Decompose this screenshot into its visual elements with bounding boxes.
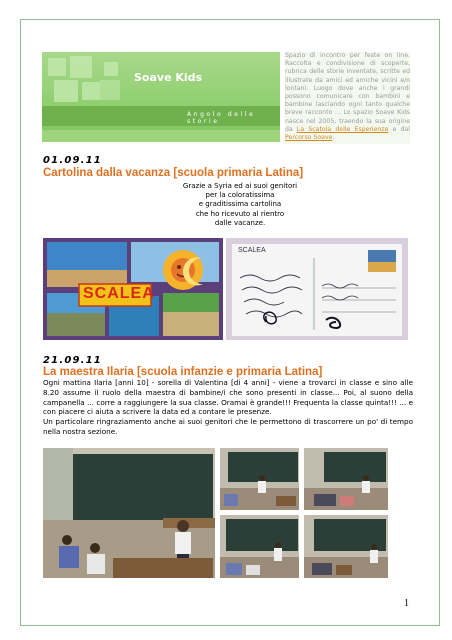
banner-title: Soave Kids: [134, 71, 203, 84]
postcard-stamp-word: SCALEA: [238, 247, 266, 254]
paragraph-2: Un particolare ringraziamento anche ai suoi genitori che le permettono di trascorrere un po' di tempo nella nostra sezione.: [43, 417, 413, 436]
soave-kids-banner: [42, 52, 280, 142]
entry-date: 01.09.11: [43, 155, 102, 166]
message-line: e graditissima cartolina: [198, 200, 282, 209]
classroom-scene: [220, 448, 299, 510]
banner-bottom-band: [42, 130, 280, 142]
banner-subtitle: Angolo delle storie: [187, 111, 256, 125]
page-number: 1: [404, 598, 409, 609]
intro-end: .: [332, 134, 335, 142]
percorso-soave-link[interactable]: Percorso Soave: [285, 134, 333, 142]
entry-paragraph: [43, 378, 413, 437]
classroom-scene: [304, 515, 388, 578]
postcard-front-photo: [43, 238, 223, 340]
decor-square: [82, 82, 100, 100]
classroom-photo-2: [304, 448, 388, 510]
classroom-photo-large: [43, 448, 215, 578]
entry-title: Cartolina dalla vacanza [scuola primaria Latina]: [43, 167, 304, 179]
entry-message: [180, 182, 300, 228]
postcard-word: SCALEA: [83, 285, 155, 302]
decor-square: [48, 58, 66, 76]
entry-title: La maestra Ilaria [scuola infanzie e primaria Latina]: [43, 366, 323, 378]
decor-square: [104, 62, 118, 76]
paragraph-1: Ogni mattina Ilaria [anni 10] - sorella di Valentina [di 4 anni] - viene a trovarci in classe e sino alle 8.20 assume il ruolo della maestra di bambine/i che sono presenti in classe... Poi, al suono della campanella ... corre a raggiungere la sua classe. Oramai è grande!!! Frequenta la classe quinta!!! ... e con piacere ci aiuta a scrivere la data ed a contare le presenze.: [43, 378, 413, 417]
message-line: Grazie a Syria ed ai suoi genitori: [182, 182, 298, 190]
intro-body: Spazio di incontro per feste on line. Raccolta e condivisione di scoperte, rubrica delle storie inventate, scritte ed illustrate da amici ed amiche vicini e/o lontani. Luogo dove anche i grandi possono comunicare con bambini e bambine lasciando ogni tanto qualche breve racconto ... Lo spazio Soave Kids nasce nel 2005, traendo la sua origine da: [285, 52, 410, 133]
postcard-back-photo: [226, 238, 408, 340]
message-line: dalle vacanze.: [214, 218, 266, 227]
entry-date: 21.09.11: [43, 355, 102, 366]
message-line: per la coloratissima: [205, 191, 275, 200]
scatola-link[interactable]: La Scatola delle Esperienze: [296, 125, 389, 133]
classroom-scene: [43, 448, 215, 578]
decor-square: [54, 80, 78, 102]
decor-square: [70, 56, 92, 78]
classroom-photo-3: [220, 515, 299, 578]
classroom-scene: [304, 448, 388, 510]
classroom-photo-1: [220, 448, 299, 510]
classroom-scene: [220, 515, 299, 578]
classroom-photo-4: [304, 515, 388, 578]
intro-mid: e dal: [388, 125, 410, 133]
decor-square: [100, 80, 120, 100]
intro-text: [285, 52, 410, 144]
message-line: che ho ricevuto al rientro: [195, 209, 285, 218]
